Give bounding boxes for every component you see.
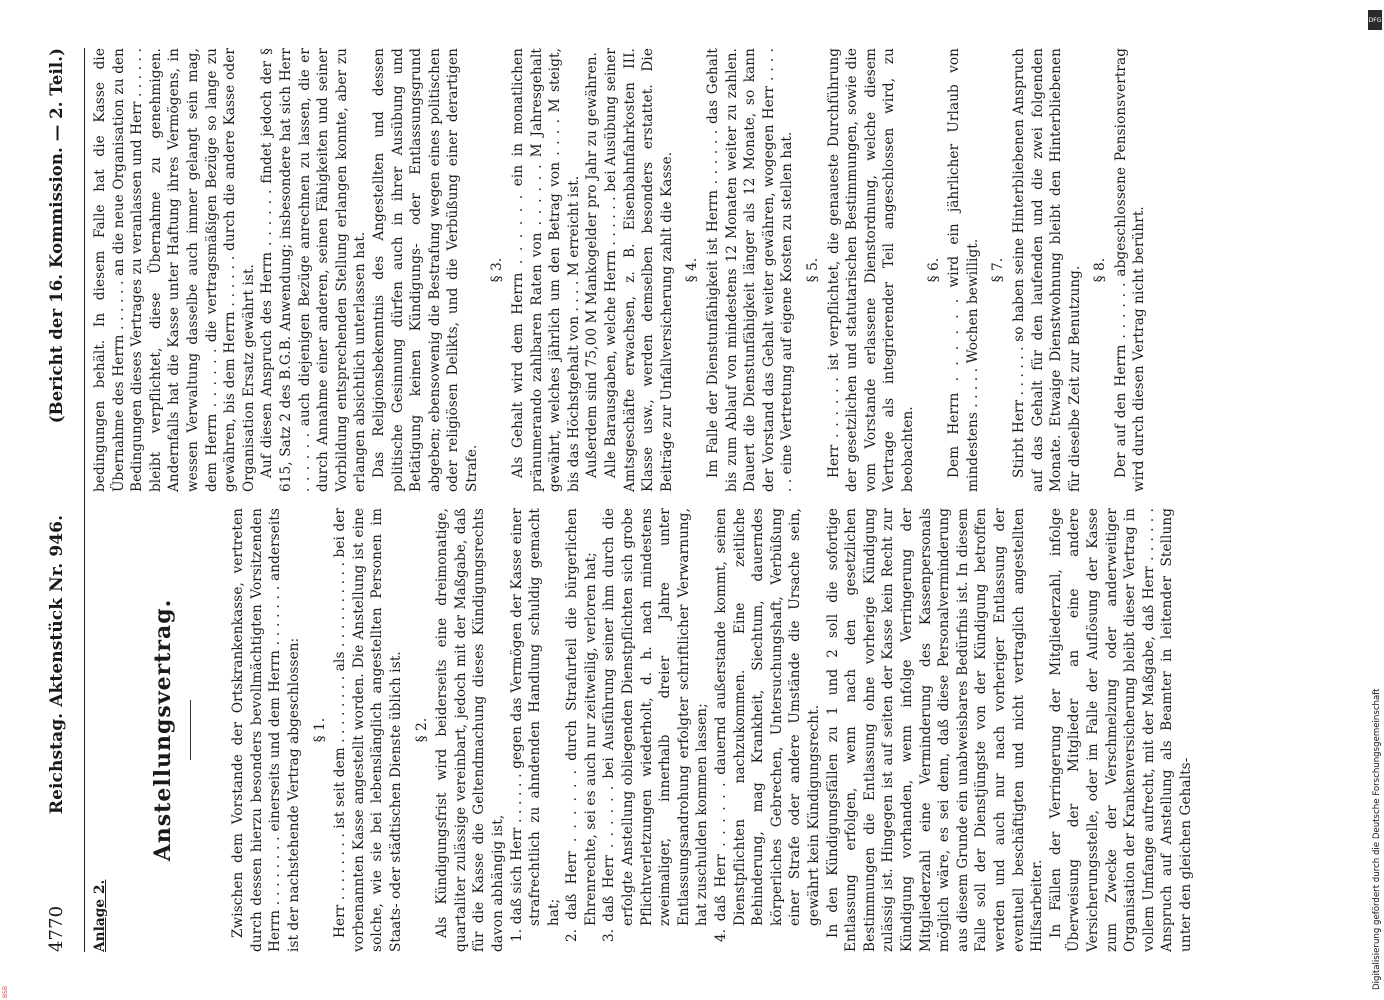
dfg-logo: DFG <box>1368 10 1382 30</box>
section-text: Als Kündigungsfrist wird beiderseits eine dreimonatige, quartaliter zulässige vereinbart, jedoch mit der Maßgabe, daß für die Kasse die Geltendmachung dieses Kündigungsrechts davon abhängig ist, <box>434 508 506 952</box>
page-number: 4770 <box>46 905 67 952</box>
paragraph: Das Religionsbekenntnis des Angestellten und dessen politische Gesinnung dürfen auch in ihrer Ausübung und Betätigung keinen Kündigungs- oder Entlassungsgrund abgeben; ebensowenig die Bestrafung wegen eines politischen oder religiösen Delikts, und die Verbüßung einer derartigen Strafe. <box>370 48 480 492</box>
page-header <box>48 48 85 952</box>
header-right: (Bericht der 16. Kommission. — 2. Teil.) <box>47 48 66 424</box>
section-text: Als Gehalt wird dem Herrn . . . . . . ein in monatlichen pränumerando zahlbaren Raten von . . . . . . M Jahresgehalt gewährt, welches jährlich um den Betrag von . . . . M steigt, bis das Höchstgehalt von . . . . M erreicht ist. <box>510 48 582 492</box>
paragraph: Auf diesen Anspruch des Herrn . . . . . . findet jedoch der § 615, Satz 2 des B.G.B. Anwendung; insbesondere hat sich Herr . . . . . . auch diejenigen Bezüge anrechnen zu lassen, die er durch Annahme einer anderen, seinen Fähigkeiten und seiner Vorbildung entsprechenden Stellung erlangen konnte, aber zu erlangen absichtlich unterlassen hat. <box>259 48 369 492</box>
bsb-mark: BSB <box>2 986 9 998</box>
section-heading: § 5. <box>804 257 821 283</box>
column-right <box>91 48 1195 492</box>
title-rule <box>190 700 191 760</box>
list-item: 4. daß Herr . . . . . . dauernd außerstande kommt, seinen Dienstpflichten nachzukommen. Eine zeitliche Behinderung, mag Krankheit, Siechtum, dauerndes körperliches Gebrechen, Untersuchungshaft, Verbüßung einer Strafe oder andere Umstände die Ursache sein, gewährt kein Kündigungsrecht. <box>713 508 822 942</box>
paragraph: bedingungen behält. In diesem Falle hat die Kasse die Übernahme des Herrn . . . . . . an die neue Organisation zu den Bedingungen dieses Vertrages zu veranlassen und Herr . . . . . . bleibt verpflichtet, diese Übernahme zu genehmigen. Andernfalls hat die Kasse unter Haftung ihres Vermögens, in wessen Verwaltung dasselbe auch immer gelangt sein mag, dem Herrn . . . . . . die vertragsmäßigen Bezüge so lange zu gewähren, bis dem Herrn . . . . . . durch die andere Kasse oder Organisation Ersatz gewährt ist. <box>92 48 257 492</box>
digitization-footer: Digitalisierung gefördert durch die Deutsche Forschungsgemeinschaft <box>1372 688 1382 990</box>
section-text: Herr . . . . . . . . ist seit dem . . . . . . . . als . . . . . . . . . . bei der vorbenannten Kasse angestellt worden. Die Anstellung ist eine solche, wie sie bei lebenslänglich angestellten Personen im Staats- oder städtischen Dienste üblich ist. <box>332 508 404 952</box>
intro-paragraph: Zwischen dem Vorstande der Ortskrankenkasse, vertreten durch dessen hierzu besonders bevollmächtigten Vorsitzenden Herrn . . . . . . . . einerseits und dem Herrn . . . . . . . anderseits ist der nachstehende Vertrag abgeschlossen: <box>230 508 302 952</box>
section-text: Im Falle der Dienstunfähigkeit ist Herrn . . . . . . das Gehalt bis zum Ablauf von mindestens 12 Monaten weiter zu zahlen. Dauert die Dienstunfähigkeit länger als 12 Monate, so kann der Vorstand das Gehalt weiter gewähren, wogegen Herr . . . . . . eine Vertretung auf eigene Kosten zu stellen hat. <box>705 48 796 492</box>
paragraph: In den Kündigungsfällen zu 1 und 2 soll die sofortige Entlassung erfolgen, wenn nach den gesetzlichen Bestimmungen die Entlassung ohne vorherige Kündigung zulässig ist. Hingegen ist auf seiten der Kasse kein Recht zur Kündigung vorhanden, wenn infolge Verringerung der Mitgliederzahl eine Verminderung des Kassenpersonals möglich wäre, es sei denn, daß diese Personalverminderung aus diesem Grunde ein unabweisbares Bedürfnis ist. In diesem Falle soll der Dienstjüngste von der Kündigung betroffen werden und auch nur nach vorheriger Entlassung der eventuell beschäftigten und nicht vertraglich angestellten Hilfsarbeiter. <box>824 508 1046 952</box>
header-left: Reichstag. Aktenstück Nr. 946. <box>47 514 67 815</box>
section-heading: § 1. <box>311 717 328 743</box>
section-heading: § 7. <box>990 257 1007 283</box>
section-text: Außerdem sind 75,00 M Mankogelder pro Jahr zu gewähren. <box>584 51 601 478</box>
anlage-label: Anlage 2. <box>92 879 108 952</box>
text-columns <box>85 48 1195 952</box>
rotated-page <box>30 0 1320 1000</box>
section-text: Stirbt Herr . . . . . . so haben seine Hinterbliebenen Anspruch auf das Gehalt für den laufenden und die zwei folgenden Monate. Etwaige Dienstwohnung bleibt den Hinterbliebenen für dieselbe Zeit zur Benutzung. <box>1010 48 1083 492</box>
section-text: Der auf den Herrn . . . . . . abgeschlossene Pensionsvertrag wird durch diesen Vertrag nicht berührt. <box>1112 48 1148 492</box>
section-text: Dem Herrn . . . . . . wird ein jährlicher Urlaub von mindestens . . . . . Wochen bewilligt. <box>946 48 981 492</box>
section-heading: § 8. <box>1092 257 1109 283</box>
section-heading: § 4. <box>684 257 701 283</box>
section-text: Herr . . . . . . ist verpflichtet, die genaueste Durchführung der gesetzlichen und statutarischen Bestimmungen, sowie die vom Vorstande erlassene Dienstordnung, welche diesem Vertrage als integrierender Teil angeschlossen wird, zu beobachten. <box>825 48 916 492</box>
section-text: Alle Barausgaben, welche Herrn . . . . . . bei Ausübung seiner Amtsgeschäfte erwachsen, z. B. Eisenbahnfahrkosten III. Klasse usw., werden demselben besonders erstattet. Die Beiträge zur Unfallversicherung zahlt die Kasse. <box>603 48 675 492</box>
document-title: Anstellungsvertrag. <box>149 598 176 862</box>
section-heading: § 3. <box>489 257 506 283</box>
paragraph: In Fällen der Verringerung der Mitgliederzahl, infolge Überweisung der Mitglieder an eine andere Versicherungsstelle, oder im Falle der Auflösung der Kasse zum Zwecke der Verschmelzung oder anderweitiger Organisation der Krankenversicherung bleibt dieser Vertrag in vollem Umfange aufrecht, mit der Maßgabe, daß Herr . . . . . . Anspruch auf Anstellung als Beamter in leitender Stellung unter den gleichen Gehalts- <box>1047 508 1194 952</box>
list-item: 1. daß sich Herr . . . . . . gegen das Vermögen der Kasse einer strafrechtlich zu ahndenden Handlung schuldig gemacht hat; <box>508 508 562 942</box>
list-item: 3. daß Herr . . . . . . bei Ausführung seiner ihm durch die erfolgte Anstellung obliegenden Dienstpflichten sich grobe Pflichtverletzungen wiederholt, d. h. nach mindestens zweimaliger, innerhalb dreier Jahre unter Entlassungsandrohung erfolgter schriftlicher Verwarnung, hat zuschulden kommen lassen; <box>601 508 711 942</box>
section-heading: § 2. <box>413 717 430 743</box>
list-item: 2. daß Herr . . . . . . durch Strafurteil die bürgerlichen Ehrenrechte, sei es auch nur zeitweilig, verloren hat; <box>564 508 599 942</box>
section-heading: § 6. <box>925 257 942 283</box>
column-left <box>91 508 1195 952</box>
